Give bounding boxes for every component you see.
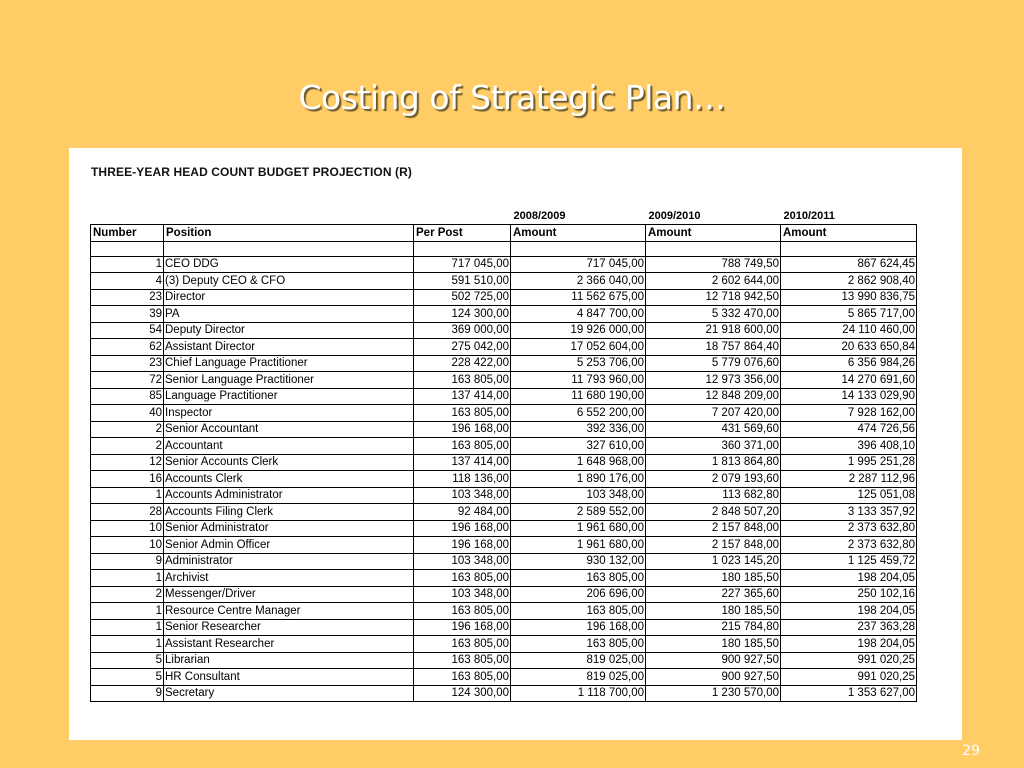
headcount-cell: 23 — [91, 355, 164, 372]
amount-2008-cell: 717 045,00 — [511, 256, 646, 273]
position-cell: Senior Administrator — [164, 520, 414, 537]
table-row — [91, 256, 917, 273]
headcount-cell: 12 — [91, 454, 164, 471]
per-post-cell: 163 805,00 — [414, 636, 511, 653]
amount-2008-cell: 11 680 190,00 — [511, 388, 646, 405]
amount-2009-cell: 5 332 470,00 — [646, 306, 781, 323]
year-label: 2010/2011 — [783, 210, 835, 222]
amount-2010-cell: 5 865 717,00 — [781, 306, 917, 323]
amount-2008-cell: 206 696,00 — [511, 586, 646, 603]
amount-2008-cell: 819 025,00 — [511, 669, 646, 686]
amount-2009-cell: 1 023 145,20 — [646, 553, 781, 570]
amount-2008-cell: 1 648 968,00 — [511, 454, 646, 471]
table-row — [91, 603, 917, 620]
table-row — [91, 306, 917, 323]
amount-2009-cell: 180 185,50 — [646, 603, 781, 620]
headcount-cell: 1 — [91, 603, 164, 620]
amount-2009-cell: 215 784,80 — [646, 619, 781, 636]
slide-title: Costing of Strategic Plan… — [298, 78, 726, 117]
amount-2009-cell: 18 757 864,40 — [646, 339, 781, 356]
position-cell: Archivist — [164, 570, 414, 587]
column-header: Position — [164, 225, 414, 242]
table-row — [91, 438, 917, 455]
amount-2009-cell: 431 569,60 — [646, 421, 781, 438]
column-header: Per Post — [414, 225, 511, 242]
amount-2010-cell: 2 373 632,80 — [781, 520, 917, 537]
amount-2009-cell: 900 927,50 — [646, 669, 781, 686]
amount-2009-cell: 180 185,50 — [646, 570, 781, 587]
per-post-cell: 163 805,00 — [414, 438, 511, 455]
amount-2009-cell: 2 157 848,00 — [646, 520, 781, 537]
table-row — [91, 636, 917, 653]
amount-2009-cell: 360 371,00 — [646, 438, 781, 455]
amount-2008-cell: 163 805,00 — [511, 570, 646, 587]
column-header: Number — [91, 225, 164, 242]
per-post-cell: 163 805,00 — [414, 570, 511, 587]
amount-2009-cell: 21 918 600,00 — [646, 322, 781, 339]
amount-2009-cell: 900 927,50 — [646, 652, 781, 669]
headcount-cell: 9 — [91, 685, 164, 702]
amount-2008-cell: 11 562 675,00 — [511, 289, 646, 306]
amount-2009-cell: 7 207 420,00 — [646, 405, 781, 422]
position-cell: Accounts Clerk — [164, 471, 414, 488]
position-cell: Senior Accountant — [164, 421, 414, 438]
blank-row — [91, 241, 917, 256]
amount-2008-cell: 2 366 040,00 — [511, 273, 646, 290]
table-row — [91, 471, 917, 488]
table-row — [91, 669, 917, 686]
per-post-cell: 163 805,00 — [414, 652, 511, 669]
per-post-cell: 369 000,00 — [414, 322, 511, 339]
headcount-cell: 72 — [91, 372, 164, 389]
amount-2008-cell: 930 132,00 — [511, 553, 646, 570]
column-header-row — [91, 225, 917, 242]
page-number: 29 — [962, 743, 980, 759]
amount-2008-cell: 1 118 700,00 — [511, 685, 646, 702]
amount-2010-cell: 1 353 627,00 — [781, 685, 917, 702]
position-cell: Assistant Researcher — [164, 636, 414, 653]
per-post-cell: 163 805,00 — [414, 603, 511, 620]
position-cell: Assistant Director — [164, 339, 414, 356]
headcount-cell: 85 — [91, 388, 164, 405]
headcount-cell: 5 — [91, 669, 164, 686]
position-cell: Inspector — [164, 405, 414, 422]
headcount-cell: 1 — [91, 256, 164, 273]
headcount-cell: 16 — [91, 471, 164, 488]
per-post-cell: 502 725,00 — [414, 289, 511, 306]
headcount-cell: 5 — [91, 652, 164, 669]
amount-2008-cell: 327 610,00 — [511, 438, 646, 455]
position-cell: PA — [164, 306, 414, 323]
headcount-cell: 9 — [91, 553, 164, 570]
per-post-cell: 103 348,00 — [414, 586, 511, 603]
headcount-cell: 10 — [91, 537, 164, 554]
amount-2009-cell: 12 973 356,00 — [646, 372, 781, 389]
amount-2008-cell: 103 348,00 — [511, 487, 646, 504]
year-header-row — [91, 208, 917, 225]
amount-2009-cell: 12 718 942,50 — [646, 289, 781, 306]
per-post-cell: 137 414,00 — [414, 454, 511, 471]
per-post-cell: 163 805,00 — [414, 372, 511, 389]
column-header: Amount — [511, 225, 646, 242]
table-row — [91, 421, 917, 438]
amount-2008-cell: 1 961 680,00 — [511, 537, 646, 554]
column-header: Amount — [646, 225, 781, 242]
amount-2010-cell: 14 133 029,90 — [781, 388, 917, 405]
per-post-cell: 196 168,00 — [414, 520, 511, 537]
amount-2010-cell: 867 624,45 — [781, 256, 917, 273]
amount-2009-cell: 2 157 848,00 — [646, 537, 781, 554]
position-cell: HR Consultant — [164, 669, 414, 686]
year-label: 2009/2010 — [648, 210, 701, 222]
table-row — [91, 685, 917, 702]
amount-2010-cell: 991 020,25 — [781, 652, 917, 669]
amount-2008-cell: 11 793 960,00 — [511, 372, 646, 389]
per-post-cell: 163 805,00 — [414, 405, 511, 422]
position-cell: Accounts Filing Clerk — [164, 504, 414, 521]
amount-2009-cell: 2 848 507,20 — [646, 504, 781, 521]
position-cell: Director — [164, 289, 414, 306]
per-post-cell: 196 168,00 — [414, 421, 511, 438]
position-cell: Accountant — [164, 438, 414, 455]
amount-2010-cell: 991 020,25 — [781, 669, 917, 686]
position-cell: CEO DDG — [164, 256, 414, 273]
amount-2010-cell: 396 408,10 — [781, 438, 917, 455]
amount-2009-cell: 227 365,60 — [646, 586, 781, 603]
table-row — [91, 372, 917, 389]
position-cell: Deputy Director — [164, 322, 414, 339]
table-row — [91, 586, 917, 603]
amount-2008-cell: 2 589 552,00 — [511, 504, 646, 521]
amount-2008-cell: 163 805,00 — [511, 636, 646, 653]
amount-2010-cell: 2 287 112,96 — [781, 471, 917, 488]
per-post-cell: 103 348,00 — [414, 553, 511, 570]
amount-2010-cell: 2 862 908,40 — [781, 273, 917, 290]
table-panel — [69, 148, 962, 740]
amount-2010-cell: 1 125 459,72 — [781, 553, 917, 570]
headcount-cell: 10 — [91, 520, 164, 537]
table-row — [91, 652, 917, 669]
position-cell: Chief Language Practitioner — [164, 355, 414, 372]
amount-2010-cell: 250 102,16 — [781, 586, 917, 603]
amount-2010-cell: 20 633 650,84 — [781, 339, 917, 356]
amount-2008-cell: 5 253 706,00 — [511, 355, 646, 372]
position-cell: Resource Centre Manager — [164, 603, 414, 620]
headcount-cell: 2 — [91, 586, 164, 603]
position-cell: (3) Deputy CEO & CFO — [164, 273, 414, 290]
amount-2008-cell: 19 926 000,00 — [511, 322, 646, 339]
amount-2009-cell: 113 682,80 — [646, 487, 781, 504]
position-cell: Senior Language Practitioner — [164, 372, 414, 389]
amount-2009-cell: 1 813 864,80 — [646, 454, 781, 471]
headcount-cell: 40 — [91, 405, 164, 422]
headcount-cell: 23 — [91, 289, 164, 306]
amount-2008-cell: 4 847 700,00 — [511, 306, 646, 323]
table-heading: THREE-YEAR HEAD COUNT BUDGET PROJECTION (R) — [91, 165, 412, 179]
table-row — [91, 405, 917, 422]
amount-2009-cell: 2 079 193,60 — [646, 471, 781, 488]
table-row — [91, 537, 917, 554]
table-row — [91, 289, 917, 306]
amount-2010-cell: 6 356 984,26 — [781, 355, 917, 372]
amount-2009-cell: 5 779 076,60 — [646, 355, 781, 372]
per-post-cell: 137 414,00 — [414, 388, 511, 405]
amount-2008-cell: 196 168,00 — [511, 619, 646, 636]
position-cell: Administrator — [164, 553, 414, 570]
amount-2010-cell: 474 726,56 — [781, 421, 917, 438]
table-row — [91, 504, 917, 521]
per-post-cell: 275 042,00 — [414, 339, 511, 356]
per-post-cell: 124 300,00 — [414, 685, 511, 702]
amount-2008-cell: 163 805,00 — [511, 603, 646, 620]
headcount-cell: 2 — [91, 421, 164, 438]
table-row — [91, 339, 917, 356]
amount-2008-cell: 392 336,00 — [511, 421, 646, 438]
headcount-cell: 28 — [91, 504, 164, 521]
amount-2010-cell: 237 363,28 — [781, 619, 917, 636]
headcount-cell: 1 — [91, 619, 164, 636]
per-post-cell: 717 045,00 — [414, 256, 511, 273]
table-row — [91, 454, 917, 471]
amount-2010-cell: 24 110 460,00 — [781, 322, 917, 339]
per-post-cell: 118 136,00 — [414, 471, 511, 488]
per-post-cell: 196 168,00 — [414, 619, 511, 636]
amount-2009-cell: 1 230 570,00 — [646, 685, 781, 702]
amount-2010-cell: 125 051,08 — [781, 487, 917, 504]
position-cell: Language Practitioner — [164, 388, 414, 405]
table-row — [91, 520, 917, 537]
position-cell: Librarian — [164, 652, 414, 669]
position-cell: Senior Accounts Clerk — [164, 454, 414, 471]
per-post-cell: 103 348,00 — [414, 487, 511, 504]
amount-2010-cell: 198 204,05 — [781, 636, 917, 653]
amount-2010-cell: 7 928 162,00 — [781, 405, 917, 422]
year-label: 2008/2009 — [513, 210, 566, 222]
table-row — [91, 553, 917, 570]
table-row — [91, 273, 917, 290]
per-post-cell: 196 168,00 — [414, 537, 511, 554]
amount-2010-cell: 3 133 357,92 — [781, 504, 917, 521]
headcount-cell: 1 — [91, 570, 164, 587]
amount-2009-cell: 788 749,50 — [646, 256, 781, 273]
amount-2010-cell: 14 270 691,60 — [781, 372, 917, 389]
amount-2008-cell: 1 961 680,00 — [511, 520, 646, 537]
position-cell: Accounts Administrator — [164, 487, 414, 504]
position-cell: Messenger/Driver — [164, 586, 414, 603]
table-row — [91, 487, 917, 504]
headcount-cell: 1 — [91, 487, 164, 504]
headcount-cell: 1 — [91, 636, 164, 653]
per-post-cell: 92 484,00 — [414, 504, 511, 521]
per-post-cell: 228 422,00 — [414, 355, 511, 372]
table-row — [91, 388, 917, 405]
column-header: Amount — [781, 225, 917, 242]
table-row — [91, 570, 917, 587]
amount-2009-cell: 2 602 644,00 — [646, 273, 781, 290]
amount-2010-cell: 198 204,05 — [781, 603, 917, 620]
budget-table — [90, 208, 917, 702]
headcount-cell: 39 — [91, 306, 164, 323]
table-row — [91, 322, 917, 339]
headcount-cell: 62 — [91, 339, 164, 356]
per-post-cell: 163 805,00 — [414, 669, 511, 686]
amount-2010-cell: 198 204,05 — [781, 570, 917, 587]
headcount-cell: 4 — [91, 273, 164, 290]
per-post-cell: 124 300,00 — [414, 306, 511, 323]
headcount-cell: 54 — [91, 322, 164, 339]
per-post-cell: 591 510,00 — [414, 273, 511, 290]
amount-2008-cell: 1 890 176,00 — [511, 471, 646, 488]
amount-2009-cell: 12 848 209,00 — [646, 388, 781, 405]
position-cell: Senior Researcher — [164, 619, 414, 636]
amount-2008-cell: 6 552 200,00 — [511, 405, 646, 422]
position-cell: Secretary — [164, 685, 414, 702]
amount-2010-cell: 13 990 836,75 — [781, 289, 917, 306]
headcount-cell: 2 — [91, 438, 164, 455]
amount-2010-cell: 2 373 632,80 — [781, 537, 917, 554]
amount-2008-cell: 819 025,00 — [511, 652, 646, 669]
amount-2010-cell: 1 995 251,28 — [781, 454, 917, 471]
amount-2008-cell: 17 052 604,00 — [511, 339, 646, 356]
table-row — [91, 355, 917, 372]
table-row — [91, 619, 917, 636]
amount-2009-cell: 180 185,50 — [646, 636, 781, 653]
position-cell: Senior Admin Officer — [164, 537, 414, 554]
